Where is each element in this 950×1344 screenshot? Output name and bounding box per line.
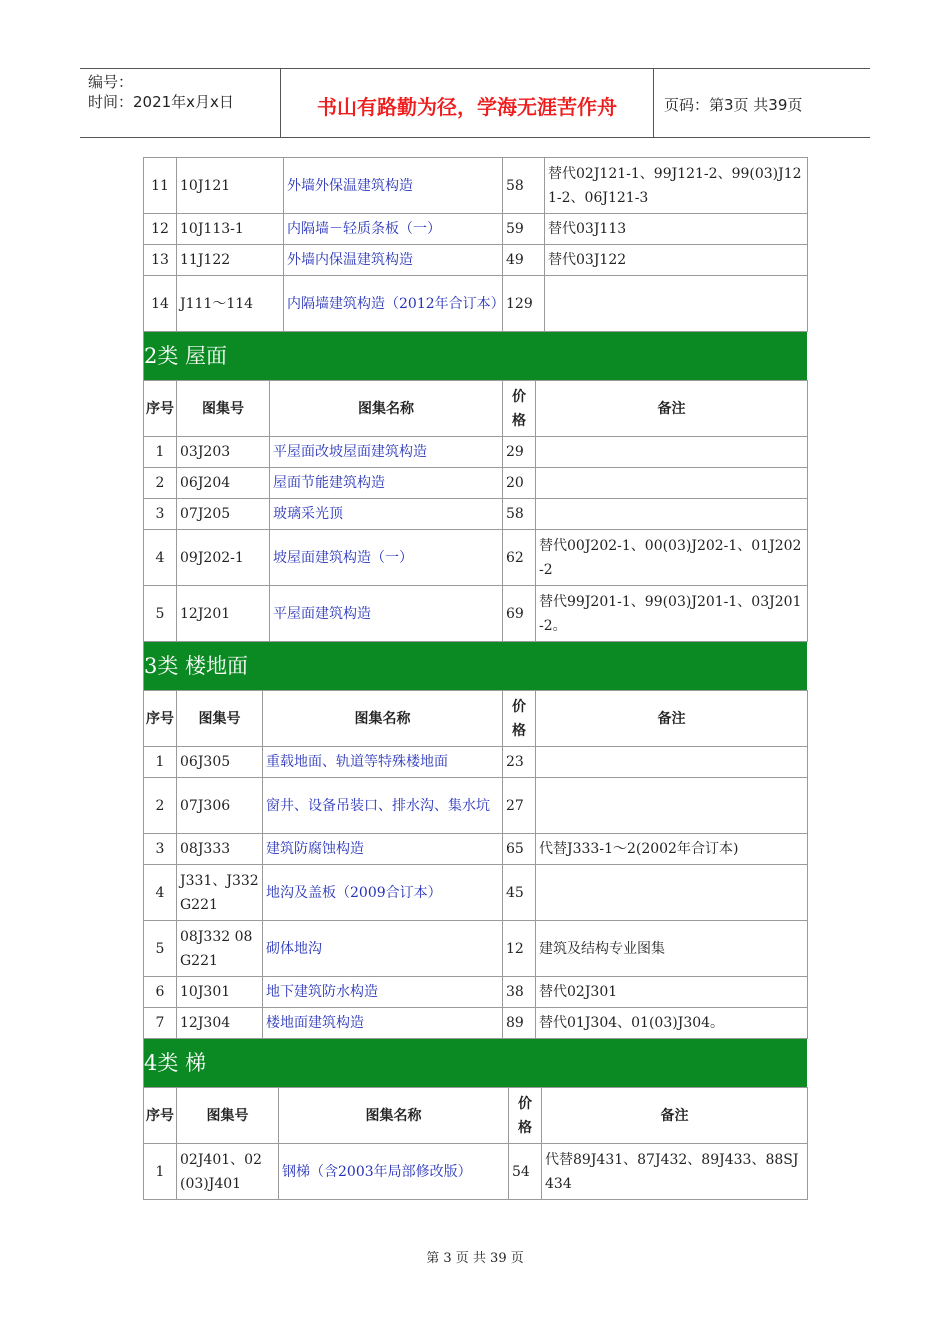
table-row: [144, 1144, 808, 1200]
header-name: 图集名称: [270, 381, 503, 437]
row-price: 54: [509, 1144, 542, 1200]
header-code: 图集号: [177, 691, 263, 747]
row-title-link[interactable]: 玻璃采光顶: [270, 499, 503, 530]
row-index: 14: [144, 276, 177, 332]
table-row: [144, 586, 808, 642]
section-title-stairs: 4类 梯: [143, 1039, 807, 1087]
row-note: 替代03J113: [545, 214, 808, 245]
row-note: 代替J333-1～2(2002年合订本): [536, 834, 808, 865]
table-header-row: [144, 381, 808, 437]
table-row: [144, 747, 808, 778]
row-title-link[interactable]: 楼地面建筑构造: [263, 1008, 503, 1039]
row-price: 27: [503, 778, 536, 834]
row-title-link[interactable]: 内隔墙建筑构造（2012年合订本）: [284, 276, 503, 332]
row-note: 替代99J201-1、99(03)J201-1、03J201-2。: [536, 586, 808, 642]
row-title-link[interactable]: 地沟及盖板（2009合订本）: [263, 865, 503, 921]
row-title-link[interactable]: 屋面节能建筑构造: [270, 468, 503, 499]
row-code: 08J332 08G221: [177, 921, 263, 977]
row-note: 替代00J202-1、00(03)J202-1、01J202-2: [536, 530, 808, 586]
table-row: [144, 778, 808, 834]
row-note: 建筑及结构专业图集: [536, 921, 808, 977]
header-meta: [80, 69, 281, 137]
row-code: 10J121: [177, 158, 284, 214]
row-note: [536, 778, 808, 834]
table-row: [144, 530, 808, 586]
row-title-link[interactable]: 窗井、设备吊装口、排水沟、集水坑: [263, 778, 503, 834]
row-note: [536, 747, 808, 778]
row-code: 11J122: [177, 245, 284, 276]
header-note: 备注: [536, 691, 808, 747]
row-price: 129: [503, 276, 545, 332]
table-row: [144, 276, 808, 332]
table-row: [144, 499, 808, 530]
row-note: 替代02J121-1、99J121-2、99(03)J121-2、06J121-3: [545, 158, 808, 214]
row-price: 59: [503, 214, 545, 245]
row-code: 07J306: [177, 778, 263, 834]
row-note: [536, 865, 808, 921]
section-title-roof: 2类 屋面: [143, 332, 807, 380]
row-note: [536, 468, 808, 499]
row-title-link[interactable]: 砌体地沟: [263, 921, 503, 977]
row-price: 23: [503, 747, 536, 778]
row-index: 5: [144, 586, 177, 642]
row-index: 12: [144, 214, 177, 245]
header-price: 价格: [503, 381, 536, 437]
floor-table: [143, 690, 808, 1039]
row-title-link[interactable]: 平屋面建筑构造: [270, 586, 503, 642]
row-code: 10J301: [177, 977, 263, 1008]
row-code: 10J113-1: [177, 214, 284, 245]
row-price: 69: [503, 586, 536, 642]
header-index: 序号: [144, 381, 177, 437]
header-note: 备注: [542, 1088, 808, 1144]
row-index: 13: [144, 245, 177, 276]
row-title-link[interactable]: 外墙外保温建筑构造: [284, 158, 503, 214]
row-price: 65: [503, 834, 536, 865]
row-title-link[interactable]: 平屋面改坡屋面建筑构造: [270, 437, 503, 468]
row-code: J111～114: [177, 276, 284, 332]
header-price: 价格: [503, 691, 536, 747]
row-index: 2: [144, 468, 177, 499]
row-title-link[interactable]: 坡屋面建筑构造（一）: [270, 530, 503, 586]
row-price: 38: [503, 977, 536, 1008]
header-name: 图集名称: [263, 691, 503, 747]
row-index: 4: [144, 865, 177, 921]
row-note: 替代02J301: [536, 977, 808, 1008]
wall-table-continued: [143, 157, 808, 332]
table-header-row: [144, 691, 808, 747]
row-note: [536, 437, 808, 468]
table-row: [144, 437, 808, 468]
row-index: 4: [144, 530, 177, 586]
table-row: [144, 834, 808, 865]
row-price: 45: [503, 865, 536, 921]
catalog-sheet: [143, 157, 807, 1200]
roof-table: [143, 380, 808, 642]
header-index: 序号: [144, 1088, 177, 1144]
header-note: 备注: [536, 381, 808, 437]
header-price: 价格: [509, 1088, 542, 1144]
table-row: [144, 214, 808, 245]
row-price: 29: [503, 437, 536, 468]
row-price: 12: [503, 921, 536, 977]
row-title-link[interactable]: 重载地面、轨道等特殊楼地面: [263, 747, 503, 778]
header-index: 序号: [144, 691, 177, 747]
table-row: [144, 865, 808, 921]
doc-date-label: 时间：2021年x月x日: [88, 93, 234, 111]
row-code: 09J202-1: [177, 530, 270, 586]
header-motto: 书山有路勤为径，学海无涯苦作舟: [317, 95, 617, 119]
row-title-link[interactable]: 地下建筑防水构造: [263, 977, 503, 1008]
table-row: [144, 245, 808, 276]
table-row: [144, 1008, 808, 1039]
header-name: 图集名称: [279, 1088, 509, 1144]
row-index: 11: [144, 158, 177, 214]
row-note: 代替89J431、87J432、89J433、88SJ434: [542, 1144, 808, 1200]
row-note: 替代03J122: [545, 245, 808, 276]
row-index: 5: [144, 921, 177, 977]
row-price: 89: [503, 1008, 536, 1039]
row-title-link[interactable]: 建筑防腐蚀构造: [263, 834, 503, 865]
header-motto-cell: [281, 69, 654, 137]
header-code: 图集号: [177, 1088, 279, 1144]
row-title-link[interactable]: 外墙内保温建筑构造: [284, 245, 503, 276]
row-price: 62: [503, 530, 536, 586]
row-price: 58: [503, 158, 545, 214]
row-index: 6: [144, 977, 177, 1008]
row-price: 58: [503, 499, 536, 530]
table-header-row: [144, 1088, 808, 1144]
row-index: 1: [144, 747, 177, 778]
row-index: 2: [144, 778, 177, 834]
header-code: 图集号: [177, 381, 270, 437]
row-price: 49: [503, 245, 545, 276]
row-code: 02J401、02(03)J401: [177, 1144, 279, 1200]
header-page-number: 页码：第3页 共39页: [664, 96, 803, 114]
table-row: [144, 468, 808, 499]
row-index: 1: [144, 1144, 177, 1200]
row-price: 20: [503, 468, 536, 499]
row-code: 07J205: [177, 499, 270, 530]
row-code: 12J201: [177, 586, 270, 642]
row-note: [545, 276, 808, 332]
row-code: 03J203: [177, 437, 270, 468]
doc-code-label: 编号：: [88, 73, 134, 91]
row-code: 12J304: [177, 1008, 263, 1039]
row-code: 08J333: [177, 834, 263, 865]
stairs-table: [143, 1087, 808, 1200]
section-title-floor: 3类 楼地面: [143, 642, 807, 690]
row-title-link[interactable]: 钢梯（含2003年局部修改版）: [279, 1144, 509, 1200]
row-code: 06J305: [177, 747, 263, 778]
table-row: [144, 977, 808, 1008]
row-title-link[interactable]: 内隔墙－轻质条板（一）: [284, 214, 503, 245]
row-index: 1: [144, 437, 177, 468]
header-page-cell: [654, 69, 870, 137]
page-header: [80, 68, 870, 138]
table-row: [144, 158, 808, 214]
row-code: J331、J332 G221: [177, 865, 263, 921]
row-index: 3: [144, 499, 177, 530]
row-index: 3: [144, 834, 177, 865]
row-note: 替代01J304、01(03)J304。: [536, 1008, 808, 1039]
row-note: [536, 499, 808, 530]
row-code: 06J204: [177, 468, 270, 499]
page-footer: 第 3 页 共 39 页: [426, 1251, 524, 1266]
row-index: 7: [144, 1008, 177, 1039]
table-row: [144, 921, 808, 977]
